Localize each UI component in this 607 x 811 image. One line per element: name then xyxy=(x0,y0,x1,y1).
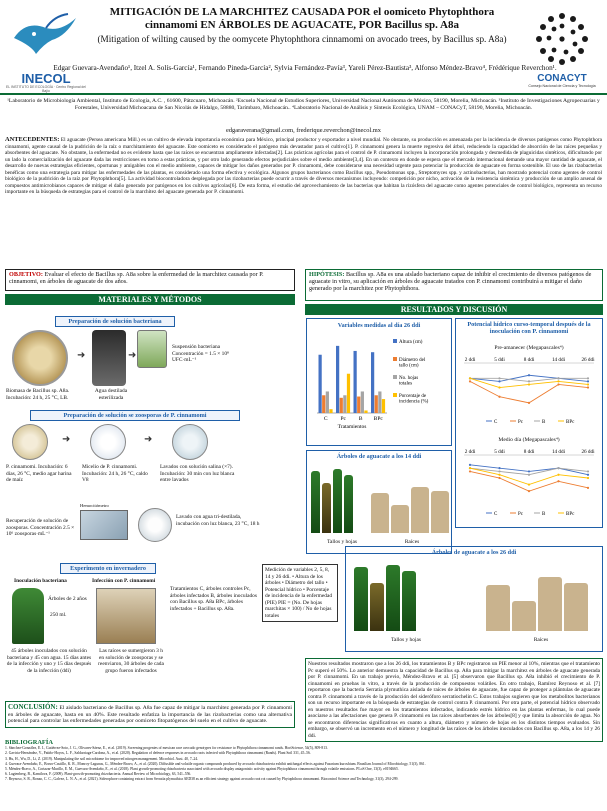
data-point xyxy=(498,380,500,382)
data-point xyxy=(528,474,530,476)
roots-14-row xyxy=(371,465,449,533)
author-list: Edgar Guevara-Avendaño¹, Itzel A. Solís-García¹, Fernando Pineda-García², Sylvia Fernández-Pavía³, Yareli Pérez-Bautista³, Alfonso Méndez-Bravo⁴, Frédérique Reverchon¹. xyxy=(53,64,557,72)
data-point xyxy=(498,474,500,476)
water-potential-panel xyxy=(455,318,603,528)
data-point xyxy=(469,377,471,379)
bar xyxy=(326,391,329,413)
volume-caption: 250 ml. xyxy=(50,612,67,618)
data-point xyxy=(528,380,530,382)
variables-box: Medición de variables 2, 5, 8, 14 y 26 ddi. • Altura de los árboles • Diámetro del tallo • Potencial hídrico • Porcentaje de incidencia de la enfermedad (PIE) PIE = (No. De hojas marchitas × 100) / No de hojas totales xyxy=(262,564,338,622)
midday-title: Medio día (Megapascales⁴) xyxy=(498,437,560,443)
data-point xyxy=(557,474,559,476)
bar xyxy=(364,410,367,413)
legend-label: BPc xyxy=(566,512,575,517)
legend-label: BPc xyxy=(566,420,575,425)
poster-subtitle: (Mitigation of wilting caused by the oomycete Phytophthora cinnamomi on avocado trees, by Bacillus sp. A8a) xyxy=(97,34,507,44)
suspension-caption: Suspensión bacteriana Concentración = 1.5 × 10⁸ UFC·mL⁻¹ xyxy=(172,344,229,363)
root-photo xyxy=(391,505,409,533)
bar xyxy=(357,397,360,413)
conclusion-text: El aislado bacteriano de Bacillus sp. A8a fue capaz de mitigar la marchitez generada por P. cinnamomi en árboles de aguacate, hasta en un 40%. Este resultado enfatiza la importancia de las rizobacterias como una alternativa potencial para controlar las enfermedades generadas por oomiceto fitopatógenos del suelo en el cultivo de aguacate. xyxy=(8,705,292,725)
poster-title xyxy=(92,6,512,32)
tree-age-caption: Árboles de 2 años xyxy=(48,596,87,602)
arrow-right-icon: ➜ xyxy=(62,434,71,445)
x-tick-label: 5 ddi xyxy=(494,449,505,455)
title-line-1: MITIGACIÓN DE LA MARCHITEZ CAUSADA POR el oomiceto Phytophthora xyxy=(109,6,495,18)
inoculation-description: 45 árboles inoculados con solución bacteriana y 45 con agua. 15 días antes de la infección y uno y 15 días después de la infección (ddi) xyxy=(6,648,92,674)
legend-swatch xyxy=(393,357,397,361)
bacterial-prep-title: Preparación de solución bacteriana xyxy=(55,316,175,327)
x-tick-label: BPc xyxy=(373,416,383,422)
bar xyxy=(319,355,322,413)
data-point xyxy=(528,483,530,485)
data-point xyxy=(498,477,500,479)
data-point xyxy=(557,380,559,382)
mycelium-photo xyxy=(90,424,126,460)
wash-plate-photo xyxy=(172,424,208,460)
roots-26-row xyxy=(486,561,588,631)
zoospore-plate-photo xyxy=(138,508,172,542)
bacterial-inoculation-label: Inoculación bacteriana xyxy=(14,578,67,584)
x-tick-label: 26 ddi xyxy=(581,357,595,363)
data-point xyxy=(469,464,471,466)
x-tick-label: 5 ddi xyxy=(494,357,505,363)
bar xyxy=(375,395,378,413)
predawn-line-chart xyxy=(456,353,602,433)
data-point xyxy=(557,383,559,385)
x-tick-label: Pc xyxy=(340,416,346,422)
root-photo xyxy=(564,583,588,631)
legend-label: B xyxy=(542,420,546,425)
legend-label: Altura (cm) xyxy=(399,340,423,345)
legend-label: Pc xyxy=(518,512,523,517)
trees-26ddi-panel xyxy=(345,546,603,652)
data-point xyxy=(587,383,589,385)
data-point xyxy=(587,487,589,489)
bar xyxy=(340,398,343,413)
legend-label: Pc xyxy=(518,420,523,425)
bar-chart-title: Variables medidas al día 26 ddi xyxy=(337,322,421,329)
poster-header xyxy=(0,0,607,95)
pc-infection-label: Infección con P. cinnamomi xyxy=(92,578,156,584)
x-tick-label: 2 ddi xyxy=(464,449,476,455)
plant-photo xyxy=(311,471,320,533)
wash-water-caption: Lavado con agua tri-destilada, incubación con luz blanca, 23 °C, 18 h xyxy=(176,514,260,527)
arrow-right-icon: ➜ xyxy=(128,350,137,361)
plant-photo xyxy=(370,583,384,631)
conclusion-box xyxy=(5,701,295,728)
data-point xyxy=(587,470,589,472)
data-point xyxy=(469,467,471,469)
bibliography-ref: 7. Reynoso, S. R., Ronao, C. C., Galvez, L. N. A., et al. (2021). Siderophore containing extract from Serratia plymuthica AED38 as an efficient strategy against avocado root rot caused by Phytophthora cinnamomi. Biocontrol Science and Technology, 31(3), 294-299. xyxy=(5,777,399,782)
trees-14ddi-panel xyxy=(306,450,452,554)
conacyt-logo-text: CONACYT xyxy=(537,73,587,84)
stems-caption: Tallos y hojas xyxy=(327,539,357,545)
plant-photo xyxy=(354,567,368,631)
conclusion-label: CONCLUSIÓN: xyxy=(8,703,58,711)
water-caption: Agua destilada esterilizada xyxy=(94,388,128,401)
legend-label: No. hojas xyxy=(399,376,419,381)
x-tick-label: 8 ddi xyxy=(523,357,535,363)
x-tick-label: B xyxy=(358,416,363,422)
data-point xyxy=(469,380,471,382)
conacyt-logo xyxy=(523,10,601,90)
results-discussion-text: Nuestros resultados mostraron que a los 26 ddi, los tratamientos B y BPc registraron un PIE menor al 10%, mientras que el tratamiento Pc superó el 50%. Lo anterior demuestra la capacidad de Bacillus sp. A8a para mitigar la marchitez en árboles de aguacate generada por P. cinnamomi. En un trabajo previo, Méndez-Bravo et al. [5] observaron que Bacillus sp. A8a inhibió el crecimiento de P. cinnamomi en pruebas in vitro, a través de la producción de compuestos volátiles. En otro trabajo, Ramírez Reynoso et al. [7] reportaron que la bacteria Serratia plymuthica aislada de raíces de árboles de aguacate, fue capaz de proteger a plántulas de aguacate contra P. cinnamomi a través de la producción del sideróforo serratiochelin C. Estos trabajos sugieren que los metabolitos bacterianos son un recurso importante en la búsqueda de estrategias de control contra P. cinnamomi. Por otra parte, el potencial hídrico observado en nuestros resultados fue mayor en los tratamientos infectados, indicando estrés hídrico en las plantas enfermas, lo cual puede asociarse a las afectaciones que genera P. cinnamomi en las raíces absorbentes de los árboles[8] y que limita la absorción de agua. No se encontraron diferencias significativas en cuanto a altura, diámetro y número de hojas en los distintos tiempos evaluados. Sin embargo, se observó un incremento en el número y longitud de las raíces de los árboles inoculados con Bacillus sp. A8a, a los 14 y 26 ddi. xyxy=(305,658,603,742)
hypothesis-label: HIPÓTESIS: xyxy=(309,271,345,278)
data-point xyxy=(498,467,500,469)
objective-text: Evaluar el efecto de Bacillus sp. A8a sobre la enfermedad de la marchitez causada por P. cinnamomi, en árboles de aguacate de dos años. xyxy=(9,271,264,286)
stems-26-row xyxy=(354,561,416,631)
roots-description: Las raíces se sumergieron 3 h en solución de zoosporas y se reenviaron, 30 árboles de cada grupo fueron infectados xyxy=(98,648,164,674)
bacillus-plate-photo xyxy=(12,330,68,386)
wash-caption: Lavados con solución salina (×7). Incubación: 30 min con luz blanca entre lavados xyxy=(160,464,235,483)
pc-culture-photo xyxy=(12,424,48,460)
bibliography-ref: 3. Hu, H., Wu, D., Li, Z. (2019). Manipulating the soil microbiome for improved nitrogen management. Microbiol. Aust. 40, 7–24. xyxy=(5,756,199,761)
methods-section-header: MATERIALES Y MÉTODOS xyxy=(5,294,295,305)
water-bottle-photo xyxy=(92,330,126,386)
root-photo xyxy=(371,493,389,533)
treatments-list: Tratamientos C, árboles controles Pc, árboles infectados B, árboles inoculados con Bacillus sp. A8a BPc, árboles infectados + Bacillus sp. A8a. xyxy=(170,586,257,612)
conacyt-logo-sub: Consejo Nacional de Ciencia y Tecnología xyxy=(528,84,596,88)
data-point xyxy=(528,490,530,492)
predawn-title: Pre-amanecer (Megapascales⁴) xyxy=(494,345,564,351)
pc-culture-caption: P. cinnamomi. Incubación: 6 días, 26 °C, medio agar harina de maíz xyxy=(6,464,72,483)
plant-photo xyxy=(402,571,416,631)
data-point xyxy=(498,377,500,379)
root-photo xyxy=(431,491,449,533)
root-photo xyxy=(411,487,429,533)
plant-photo xyxy=(333,469,342,533)
mycelium-caption: Micelio de P. cinnamomi. Incubación: 24 h, 26 °C, caldo V8 xyxy=(82,464,148,483)
midday-line-chart xyxy=(456,445,602,525)
plant-photo xyxy=(386,565,400,631)
legend-label: incidencia (%) xyxy=(399,399,429,405)
data-point xyxy=(498,386,500,388)
data-point xyxy=(528,374,530,376)
x-tick-label: C xyxy=(323,416,328,422)
background-text: El aguacate (Persea americana Mill.) es un cultivo de elevada importancia económica para México, principal productor y exportador a nivel mundial. No obstante, su producción es amenazada por la incidencia de diversos patógenos como Phytophthora cinnamomi, agente causal de la pudrición de la raíz o marchitamiento del aguacate. Este oomiceto es considerado el patógeno más devastador para el cultivo[1]. P. cinnamomi genera la muerte regresiva del árbol, reduciendo la capacidad de absorción de las raíces pequeñas y absorbentes del aguacate. No obstante, la enfermedad no es evidente hasta que las raíces se encuentran ampliamente infectadas[2]. Las prácticas agrícolas para el control de P. cinnamomi incluyen la incorporación prolongada y desmedida de plaguicidas sintéticos, dificultando por un lado la comercialización del aguacate dada las restricciones en torno a estas prácticas, y por otro lado generando efectos perjudiciales sobre el medio ambiente[3,4]. En un contexto en donde se espera que el mercado internacional demande una mayor cantidad de aguacate, el desarrollo de nuevas estrategias eficientes, oportunas y amigables con el medio ambiente, capaces de mitigar los daños generados por P. cinnamomi, debe considerarse una necesidad urgente para potenciar la producción de aguacate en forma sostenible. El uso de las rizobacterias benéficas como una estrategia para mitigar las enfermedades de las plantas, es considerado una forma efectiva y ecológica. Algunos grupos bacterianos como Bacillus spp., Pseudomonas spp., Streptomyces spp. y actinobacterias, han mostrado potencial como agentes de control biológico de la pudrición de la raíz por Phytophthora[5]. La actividad biocontroladora desplegada por las rizobacterias puede ocurrir a través de diversos mecanismos incluyendo: competición por nicho, activación de la resistencia sistémica y producción de un amplio arsenal de compuestos antimicrobianos capaces de mitigar el daño generado por patógenos en los cultivos agrícolas[6]. De esta forma, el estudio del aprovechamiento de las bacterias que habitan la rizósfera del aguacate como agentes potenciales de control biológico, representa un recurso importante en la búsqueda de estrategias para el control de la marchitez del aguacate generada por P. cinnamomi. xyxy=(5,137,602,195)
affiliations: ¹Laboratorio de Microbiología Ambiental, Instituto de Ecología, A.C. , 61600, Pátzcuaro, Michoacán. ²Escuela Nacional de Estudios Superiores, Universidad Nacional Autónoma de México, 58190, Morelia, Michoacán. ³Instituto de Investigaciones Agropecuarias y Forestales, Universidad Michoacana de San Nicolás de Hidalgo, 58880, Tarímbaro, Michoacán.. ⁴Laboratorio Nacional de Análisis y Síntesis Ecológica, UNAM – CONACyT, 58190, Morelia, Michoacán. xyxy=(7,98,600,112)
hemocytometer-caption: Hemocitómetro xyxy=(80,503,109,508)
legend-label: C xyxy=(494,512,498,517)
x-tick-label: 14 ddi xyxy=(551,357,566,363)
data-point xyxy=(587,380,589,382)
inecol-logo-text: INECOL xyxy=(21,71,71,86)
legend-label: Porcentaje de xyxy=(399,394,427,399)
data-point xyxy=(587,377,589,379)
stems-caption: Tallos y hojas xyxy=(391,637,421,643)
bar xyxy=(322,395,325,413)
bibliography-label: BIBLIOGRAFÍA xyxy=(5,739,53,746)
data-point xyxy=(528,383,530,385)
hypothesis-box xyxy=(305,269,603,301)
legend-swatch xyxy=(393,393,397,397)
bar-chart xyxy=(307,329,451,441)
recovery-caption: Recuperación de solución de zoosporas. Concentración 2.5 × 10⁶ zoosporas·mL⁻¹ xyxy=(6,518,75,537)
roots-caption: Raíces xyxy=(404,539,420,545)
tree-pot-photo xyxy=(12,588,44,644)
bar xyxy=(378,391,381,413)
root-photo xyxy=(512,601,536,631)
arrow-right-icon: ➜ xyxy=(144,434,153,445)
legend-label: B xyxy=(542,512,546,517)
legend-label: Diámetro del xyxy=(399,358,426,363)
hypothesis-text: Bacillus sp. A8a es una aislado bacteriano capaz de inhibir el crecimiento de diversos patógenos de aguacate in vitro, su aplicación en árboles de aguacate tratados con P. cinnamomi contribuirá a mitigar el daño generado por la marchitez por Phytophthora. xyxy=(309,271,592,293)
bar xyxy=(382,399,385,413)
roots-caption: Raíces xyxy=(533,637,549,643)
x-tick-label: 14 ddi xyxy=(551,449,566,455)
root-photo xyxy=(538,577,562,631)
conacyt-dots-icon xyxy=(533,10,591,68)
data-point xyxy=(498,470,500,472)
stems-14-row xyxy=(311,465,353,533)
data-point xyxy=(498,396,500,398)
objective-label: OBJETIVO: xyxy=(9,271,43,278)
data-point xyxy=(528,402,530,404)
data-point xyxy=(469,470,471,472)
x-tick-label: 2 ddi xyxy=(464,357,476,363)
plant-photo xyxy=(322,483,331,533)
greenhouse-title: Experimento en invernadero xyxy=(60,563,156,574)
root-photo xyxy=(486,585,510,631)
legend-label: C xyxy=(494,420,498,425)
bibliography xyxy=(5,740,603,783)
x-tick-label: 8 ddi xyxy=(523,449,535,455)
bar xyxy=(361,391,364,413)
root-dip-photo xyxy=(96,588,156,644)
legend-label: totales xyxy=(399,381,413,387)
legend-swatch xyxy=(393,339,397,343)
objective-box xyxy=(5,269,295,291)
arrow-right-icon: ➜ xyxy=(77,350,86,361)
bar xyxy=(371,352,374,413)
x-axis-label: Tratamientos xyxy=(337,424,367,430)
bibliography-ref: 4. Guevara-Avendaño, E., Bravo-Castillo, K. R., Monroy-Lagunas, G., Méndez-Bravo, A., et al. (2020). Diffusible and volatile organic compounds produced by avocado rhizobacteria exhibit antifungal effects against Fusarium kuroshium. Brazilian Journal of Microbiology, 51(3), 861. xyxy=(5,761,426,766)
background-label: ANTECEDENTES: xyxy=(5,136,60,143)
data-point xyxy=(587,474,589,476)
bar xyxy=(347,374,350,413)
background-section xyxy=(5,137,602,196)
bibliography-ref: 6. Lugtenberg, B., Kamilova, F. (2009). Plant-growth-promoting rhizobacteria. Annual Review of Microbiology, 63, 541–556. xyxy=(5,772,192,777)
bibliography-ref: 2. Gaviria-Hernández, V., Patiño-Hoyos, L. F., Saldarriaga-Cardona, A., et al. (2020). Regulation of defence responses in avocado roots infected with Phytophthora cinnamomi (Rands). Plant Soil 331, 45–56. xyxy=(5,751,311,756)
title-line-2: cinnamomi EN ÁRBOLES DE AGUACATE, POR Bacillus sp. A8a xyxy=(145,19,459,31)
bibliography-ref: 5. Méndez-Bravo, A., Cortazar-Murillo, E. M., Guevara-Avendaño, E., et al. (2018). Plant growth-promoting rhizobacteria associated with avocado display antagonistic activity against Phytophthora cinnamomi through volatile emissions. PLoS One, 13(3), e0194665. xyxy=(5,767,399,772)
results-section-header: RESULTADOS Y DISCUSIÓN xyxy=(305,304,603,315)
bar-chart-panel xyxy=(306,318,452,446)
x-tick-label: 26 ddi xyxy=(581,449,595,455)
water-potential-title: Potencial hídrico curso-temporal después de la inoculación con P. cinnamomi xyxy=(467,321,591,335)
data-point xyxy=(587,477,589,479)
hummingbird-icon xyxy=(6,10,86,68)
contact-email: edgaraverana@gmail.com, frederique.reverchon@inecol.mx xyxy=(226,127,381,134)
plant-photo xyxy=(344,475,353,533)
hemocytometer-photo xyxy=(80,510,128,540)
trees-14ddi-title: Árboles de aguacate a los 14 ddi xyxy=(336,453,422,460)
suspension-flask-photo xyxy=(137,330,167,368)
data-point xyxy=(557,377,559,379)
biomass-caption: Biomasa de Bacillus sp. A8a. Incubación: 24 h, 25 °C, LB. xyxy=(6,388,70,401)
bibliography-ref: 1. Sánchez-González, E. I., Gutiérrez-Soto, J. G., Olivares-Sáenz, E., et al. (2019). Screening progenies of mexican race avocado genotypes for resistance to Phytophthora cinnamomi rands. HortScience, 54(5), 809-813. xyxy=(5,746,328,751)
bar xyxy=(343,395,346,413)
data-point xyxy=(557,480,559,482)
legend-swatch xyxy=(393,375,397,379)
bar xyxy=(354,351,357,413)
legend-label: tallo (cm) xyxy=(399,363,419,369)
bar xyxy=(336,346,339,413)
inecol-logo-sub: EL INSTITUTO DE ECOLOGÍA · Centro Regional del Bajío xyxy=(6,85,86,93)
zoospore-prep-title: Preparación de solución se zoosporas de P. cinnamomi xyxy=(30,410,240,421)
data-point xyxy=(528,470,530,472)
data-point xyxy=(587,386,589,388)
trees-26ddi-title: Árboles de aguacate a los 26 ddi xyxy=(431,549,517,556)
data-point xyxy=(557,467,559,469)
bar xyxy=(329,409,332,413)
